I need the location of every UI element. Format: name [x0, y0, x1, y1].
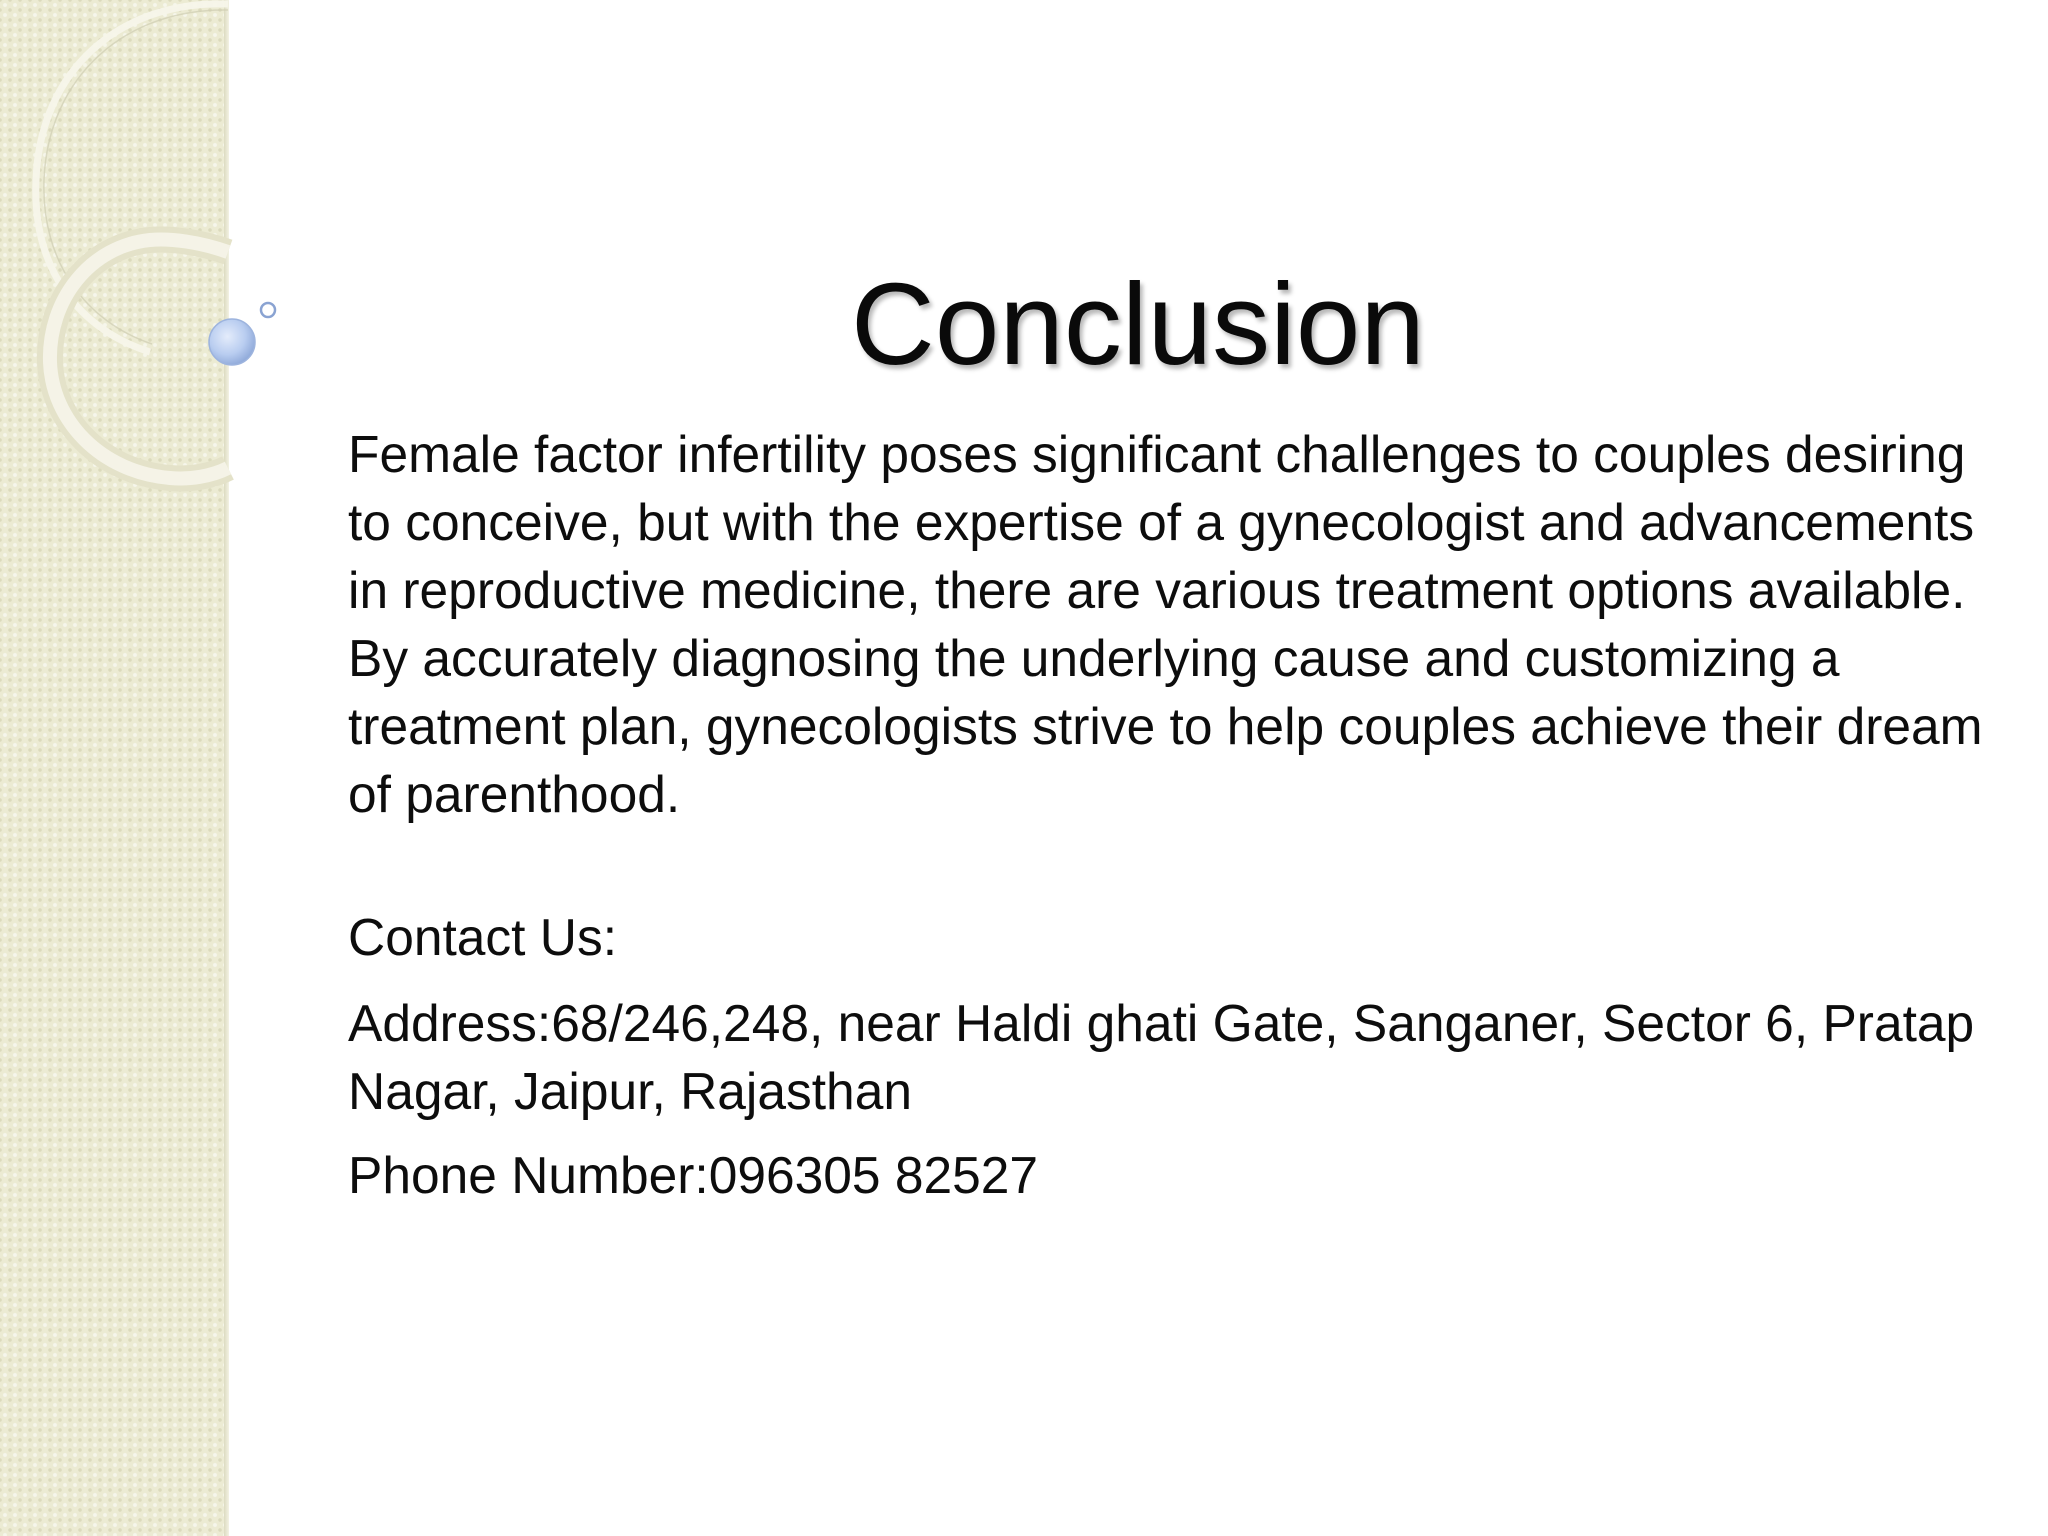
conclusion-paragraph: Female factor infertility poses significant challenges to couples desiring to conceive, but with the expertise of a gynecologist and advancements in reproductive medicine, there are various treatment options available. By accurately diagnosing the underlying cause and customizing a treatment plan, gynecologists strive to help couples achieve their dream of parenthood. — [348, 425, 1983, 823]
contact-phone: Phone Number:096305 82527 — [348, 1146, 1039, 1204]
contact-heading: Contact Us: — [348, 908, 618, 966]
slide-body — [348, 420, 1988, 1209]
contact-address: Address:68/246,248, near Haldi ghati Gate, Sanganer, Sector 6, Pratap Nagar, Jaipur, Rajasthan — [348, 994, 1975, 1120]
slide-title: Conclusion — [851, 259, 1425, 389]
